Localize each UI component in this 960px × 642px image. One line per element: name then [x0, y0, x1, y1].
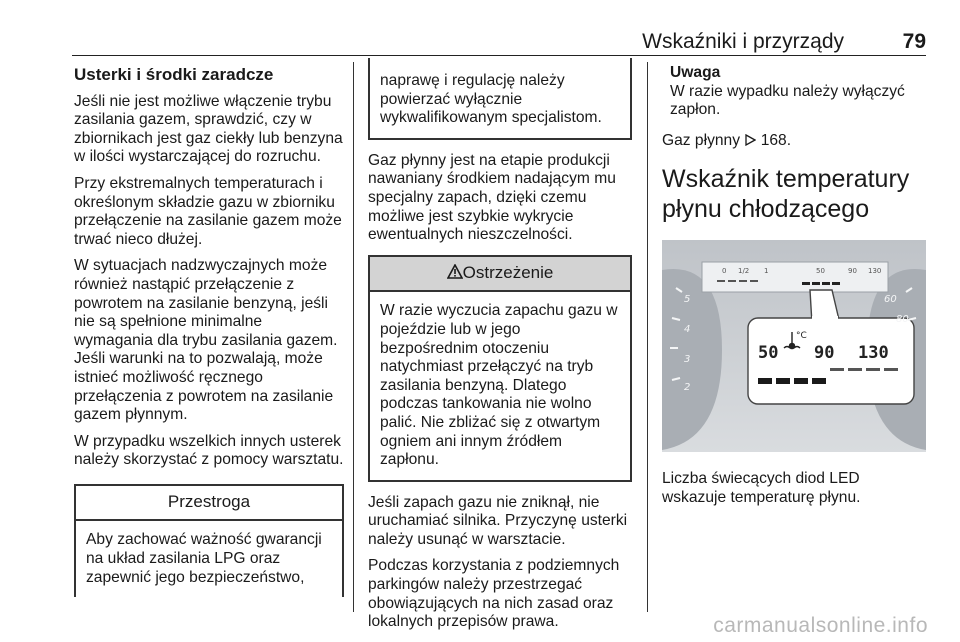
- led-unlit: [848, 368, 862, 371]
- led-unlit: [884, 368, 898, 371]
- big-scale-label: 90: [814, 343, 835, 364]
- note-label: Uwaga: [670, 64, 721, 81]
- top-display: [702, 262, 888, 292]
- coolant-gauge-figure: [662, 240, 926, 452]
- dial-label: 2: [684, 382, 691, 394]
- paragraph: W przypadku wszelkich innych usterek należy skorzystać z pomocy warsztatu.: [74, 432, 344, 469]
- paragraph: Gaz płynny jest na etapie produkcji nawaniany środkiem nadającym mu specjalny zapach, dzięki czemu możliwe jest szybkie wykrycie ewentualnych nieszczelności.: [368, 151, 616, 244]
- led-unlit: [830, 368, 844, 371]
- led-lit: [794, 378, 808, 384]
- dial-label: 60: [884, 294, 897, 306]
- column-2: [368, 58, 632, 640]
- led-unlit: [866, 368, 880, 371]
- cross-reference: [662, 132, 926, 151]
- led-lit: [812, 378, 826, 384]
- page-number: 79: [902, 30, 926, 53]
- warning-title: Ostrzeżenie: [462, 262, 554, 282]
- page-ref-arrow-icon: [744, 132, 760, 149]
- cross-reference-text: Gaz płynny: [662, 131, 741, 149]
- dial-label: 80: [896, 314, 909, 326]
- warning-triangle-icon: [447, 264, 463, 283]
- column-divider: [353, 62, 354, 612]
- paragraph: Jeśli zapach gazu nie zniknął, nie uruchamiać silnika. Przyczynę usterki należy usunąć w warsztacie.: [368, 493, 628, 548]
- callout-join: [812, 316, 838, 322]
- led-lit: [758, 378, 772, 384]
- paragraph: W sytuacjach nadzwyczajnych może również nastąpić przełączenie z powrotem na zasilanie benzyną, jeśli nie są spełnione minimalne wymagania dla trybu zasilania gazem. Jeśli warunki na to pozwalają, może istnieć możliwość ręcznego przełączenia z powrotem na zasilanie gazem płynnym.: [74, 257, 338, 424]
- watermark: carmanualsonline.info: [713, 614, 928, 637]
- warning-header: [370, 257, 630, 293]
- header-rule: [72, 55, 926, 56]
- caution-text-continued: naprawę i regulację należy powierzać wyłącznie wykwalifikowanym specjalistom.: [380, 72, 602, 127]
- big-scale-label: 130: [858, 343, 889, 364]
- caution-box-continued: [368, 58, 632, 140]
- small-scale-label: 1/2: [738, 267, 750, 276]
- column-1: [74, 64, 344, 609]
- paragraph: Podczas korzystania z podziemnych parkingów należy przestrzegać obowiązujących na nich zasad oraz lokalnych przepisów prawa.: [368, 557, 620, 631]
- small-scale-label: 0: [722, 267, 727, 276]
- small-scale-label: 50: [816, 267, 825, 276]
- dial-label: 5: [684, 294, 691, 306]
- small-scale-label: 90: [848, 267, 857, 276]
- led-lit: [776, 378, 790, 384]
- running-title: Wskaźniki i przyrządy: [642, 30, 844, 53]
- caution-box: [74, 484, 344, 597]
- section-heading: Usterki i środki zaradcze: [74, 65, 274, 84]
- caution-text: Aby zachować ważność gwarancji na układ zasilania LPG oraz zapewnić jego bezpieczeństwo,: [86, 531, 322, 586]
- dial-label: 4: [684, 324, 691, 336]
- svg-text:°C: °C: [796, 331, 807, 342]
- figure-caption: Liczba świecących diod LED wskazuje temperaturę płynu.: [662, 470, 861, 506]
- caution-title: Przestroga: [76, 486, 342, 522]
- cross-reference-page: 168.: [760, 131, 792, 149]
- big-scale-label: 50: [758, 343, 779, 364]
- small-scale-label: 1: [764, 267, 769, 276]
- column-3: [662, 64, 926, 508]
- paragraph: Jeśli nie jest możliwe włączenie trybu zasilania gazem, sprawdzić, czy w zbiornikach jest gaz ciekły lub benzyna w ilości wystarczającej do rozruchu.: [74, 92, 343, 166]
- paragraph: Przy ekstremalnych temperaturach i określonym składzie gazu w zbiorniku przełączenie na zasilanie gazem może trwać nieco dłużej.: [74, 174, 342, 248]
- warning-text: W razie wyczucia zapachu gazu w pojeździe lub w jego bezpośrednim otoczeniu natychmiast przełączyć na tryb zasilania benzyną. Dlatego podczas tankowania nie wolno palić. Nie zbliżać się z otwartym ogniem ani innym źródłem zapłonu.: [380, 302, 618, 469]
- section-heading-large: Wskaźnik temperatury płynu chłodzącego: [662, 165, 910, 224]
- page-header: [72, 24, 926, 56]
- warning-box: [368, 255, 632, 482]
- dial-label: 3: [684, 354, 691, 366]
- small-scale-label: 130: [868, 267, 882, 276]
- note-text: W razie wypadku należy wyłączyć zapłon.: [670, 82, 905, 119]
- column-divider: [647, 62, 648, 612]
